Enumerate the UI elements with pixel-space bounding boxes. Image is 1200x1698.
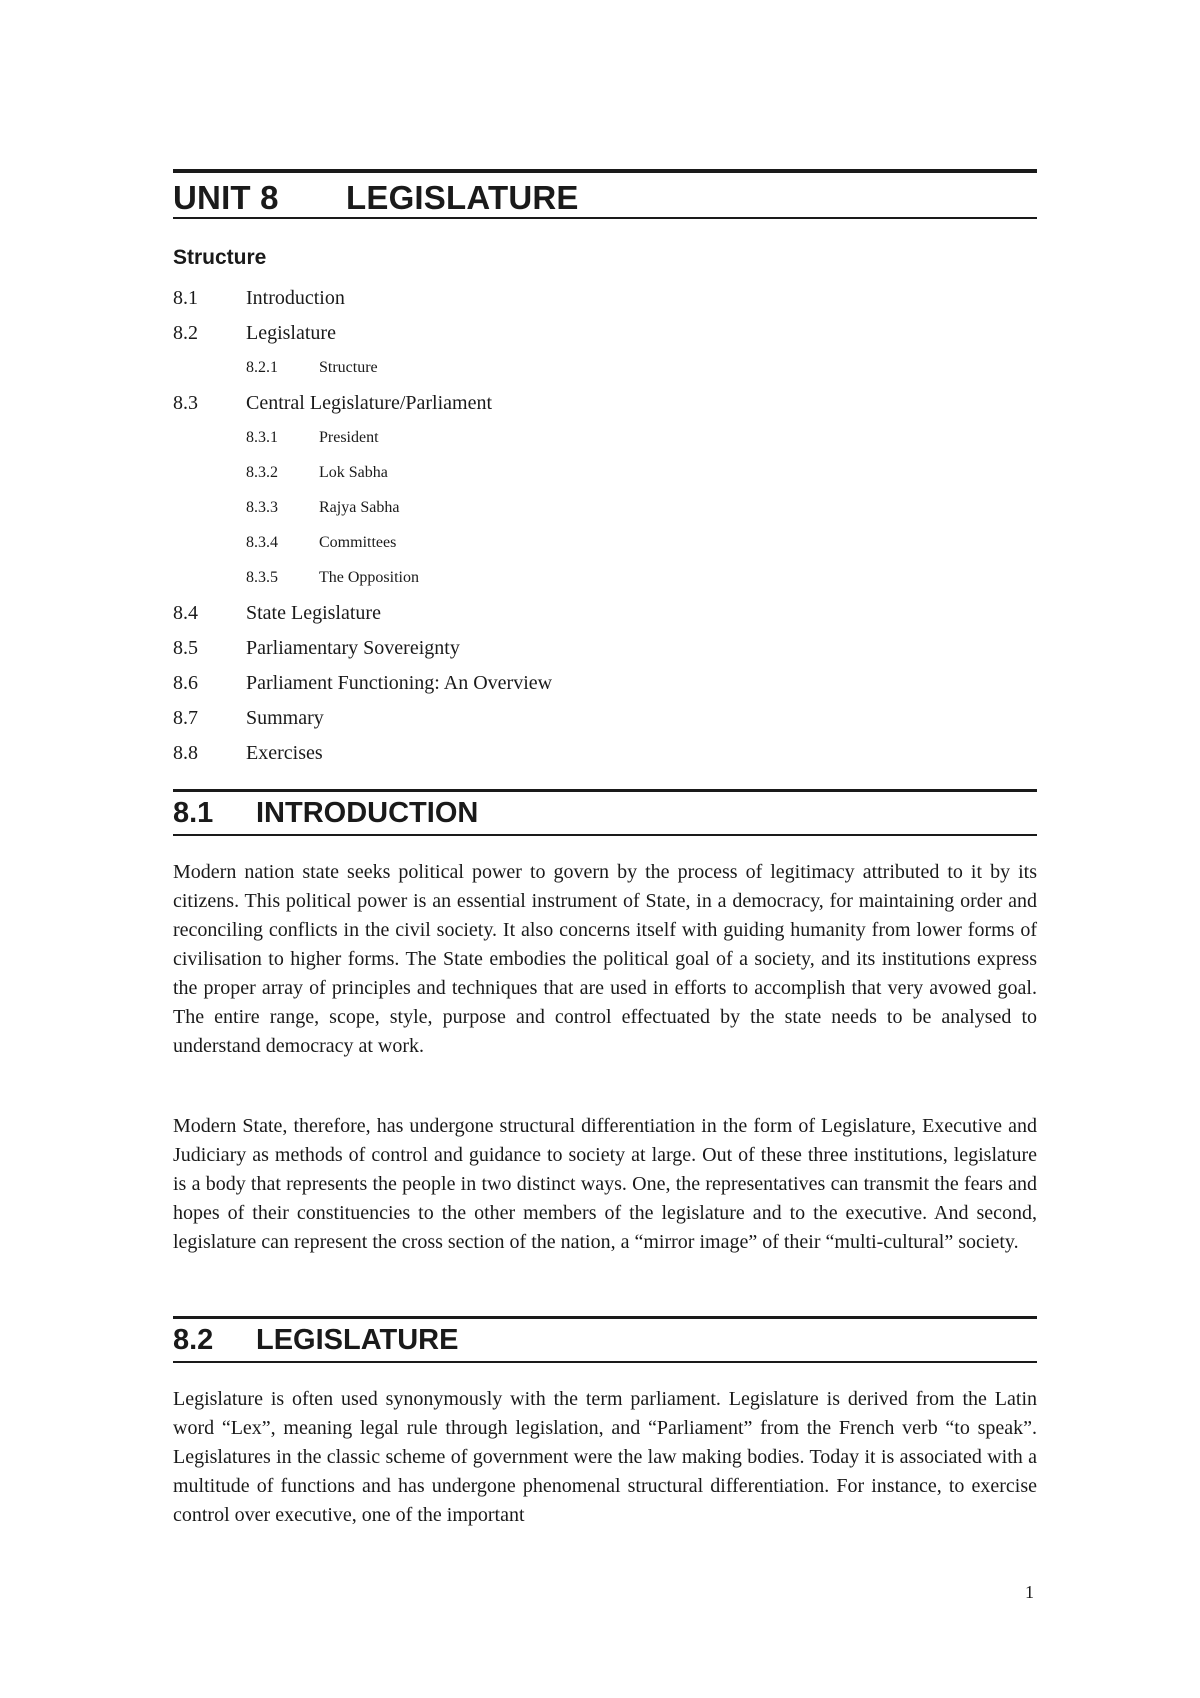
structure-heading: Structure bbox=[173, 246, 267, 269]
toc-label: Summary bbox=[246, 707, 324, 729]
toc-number: 8.3 bbox=[173, 392, 198, 414]
toc-label: Introduction bbox=[246, 287, 345, 309]
toc-subentry bbox=[173, 353, 1037, 388]
body-paragraph: Modern nation state seeks political power to govern by the process of legitimacy attributed to it by its citizens. This political power is an essential instrument of State, in a democracy, for maintaining order and reconciling conflicts in the civil society. It also concerns itself with guiding humanity from lower forms of civilisation to higher forms. The State embodies the political goal of a society, and its institutions express the proper array of principles and techniques that are used in efforts to accomplish that very avowed goal. The entire range, scope, style, purpose and control effectuated by the state needs to be analysed to understand democracy at work. bbox=[173, 861, 1037, 1057]
toc-subentry bbox=[173, 458, 1037, 493]
toc-entry bbox=[173, 318, 1037, 353]
toc-subentry bbox=[173, 563, 1037, 598]
toc-label: Structure bbox=[319, 359, 378, 376]
toc-entry bbox=[173, 703, 1037, 738]
section-title: INTRODUCTION bbox=[256, 797, 479, 829]
toc-label: Lok Sabha bbox=[319, 464, 388, 481]
toc-label: President bbox=[319, 429, 379, 446]
toc-entry bbox=[173, 283, 1037, 318]
toc-label: Central Legislature/Parliament bbox=[246, 392, 493, 414]
section-heading-legislature bbox=[173, 1316, 1037, 1363]
unit-number: UNIT 8 bbox=[173, 179, 279, 216]
toc-label: Committees bbox=[319, 534, 397, 551]
toc-subentry bbox=[173, 423, 1037, 458]
toc-number: 8.1 bbox=[173, 287, 198, 309]
page-number: 1 bbox=[1025, 1582, 1034, 1602]
toc-number: 8.5 bbox=[173, 637, 198, 659]
toc-label: State Legislature bbox=[246, 602, 381, 624]
toc-number: 8.3.3 bbox=[246, 499, 278, 516]
toc-number: 8.7 bbox=[173, 707, 198, 729]
body-paragraph: Legislature is often used synonymously with the term parliament. Legislature is derived from the Latin word “Lex”, meaning legal rule through legislation, and “Parliament” from the French verb “to speak”. Legislatures in the classic scheme of government were the law making bodies. Today it is associated with a multitude of functions and has undergone phenomenal structural differentiation. For instance, to exercise control over executive, one of the important bbox=[173, 1388, 1037, 1526]
toc-label: Exercises bbox=[246, 742, 323, 764]
toc-number: 8.8 bbox=[173, 742, 198, 764]
unit-title: LEGISLATURE bbox=[346, 179, 579, 216]
section-number: 8.1 bbox=[173, 797, 214, 829]
toc-entry bbox=[173, 668, 1037, 703]
body-paragraph: Modern State, therefore, has undergone structural differentiation in the form of Legislature, Executive and Judiciary as methods of control and guidance to society at large. Out of these three institutions, legislature is a body that represents the people in two distinct ways. One, the representatives can transmit the fears and hopes of their constituencies to the other members of the legislature and to the executive. And second, legislature can represent the cross section of the nation, a “mirror image” of their “multi-cultural” society. bbox=[173, 1115, 1037, 1253]
toc-number: 8.3.5 bbox=[246, 569, 278, 586]
toc-number: 8.3.1 bbox=[246, 429, 278, 446]
toc-number: 8.3.2 bbox=[246, 464, 278, 481]
toc-label: Parliament Functioning: An Overview bbox=[246, 672, 553, 694]
toc-entry bbox=[173, 738, 1037, 773]
unit-title-block bbox=[173, 169, 1037, 219]
toc-number: 8.6 bbox=[173, 672, 198, 694]
toc-label: Parliamentary Sovereignty bbox=[246, 637, 460, 659]
section-number: 8.2 bbox=[173, 1324, 214, 1356]
toc-number: 8.2.1 bbox=[246, 359, 278, 376]
toc-entry bbox=[173, 388, 1037, 423]
toc-number: 8.2 bbox=[173, 322, 198, 344]
toc-label: Rajya Sabha bbox=[319, 499, 400, 516]
section-title: LEGISLATURE bbox=[256, 1324, 459, 1356]
toc-label: The Opposition bbox=[319, 569, 419, 586]
table-of-contents bbox=[173, 283, 1037, 773]
toc-number: 8.4 bbox=[173, 602, 198, 624]
toc-entry bbox=[173, 633, 1037, 668]
toc-label: Legislature bbox=[246, 322, 336, 344]
toc-entry bbox=[173, 598, 1037, 633]
section-heading-introduction bbox=[173, 789, 1037, 836]
document-page bbox=[173, 0, 1037, 1698]
toc-subentry bbox=[173, 493, 1037, 528]
toc-number: 8.3.4 bbox=[246, 534, 278, 551]
toc-subentry bbox=[173, 528, 1037, 563]
